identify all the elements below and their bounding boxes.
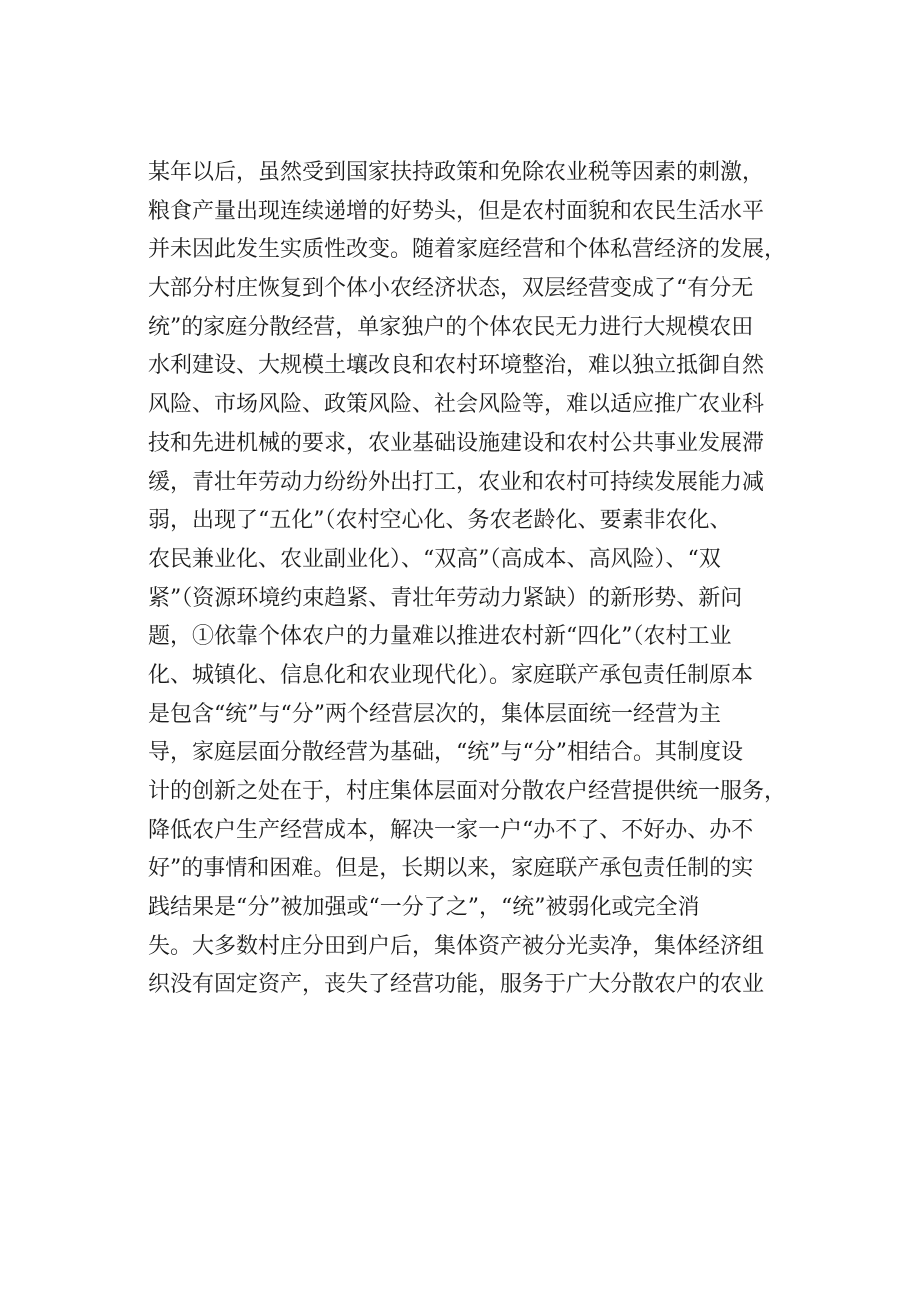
text-line: 织没有固定资产，丧失了经营功能，服务于广大分散农户的农业 — [148, 972, 765, 998]
text-line: 大部分村庄恢复到个体小农经济状态，双层经营变成了“有分无 — [148, 276, 754, 302]
text-line: 并未因此发生实质性改变。随着家庭经营和个体私营经济的发展， — [148, 237, 787, 263]
text-line: 粮食产量出现连续递增的好势头，但是农村面貌和农民生活水平 — [148, 198, 765, 224]
text-line: 失。大多数村庄分田到户后，集体资产被分光卖净，集体经济组 — [148, 933, 765, 959]
text-line: 紧”（资源环境约束趋紧、青壮年劳动力紧缺）的新形势、新问 — [148, 585, 743, 611]
text-line: 水利建设、大规模土壤改良和农村环境整治，难以独立抵御自然 — [148, 353, 765, 379]
text-line: 降低农户生产经营成本，解决一家一户“办不了、不好办、办不 — [148, 817, 754, 843]
text-line: 化、城镇化、信息化和农业现代化）。家庭联产承包责任制原本 — [148, 662, 754, 688]
text-line: 计的创新之处在于，村庄集体层面对分散农户经营提供统一服务， — [148, 779, 787, 804]
text-line: 统”的家庭分散经营，单家独户的个体农民无力进行大规模农田 — [148, 314, 754, 340]
text-line: 某年以后，虽然受到国家扶持政策和免除农业税等因素的刺激， — [148, 160, 765, 185]
body-paragraph — [148, 154, 808, 1005]
text-line: 农民兼业化、农业副业化）、“双高”（高成本、高风险）、“双 — [148, 546, 721, 572]
text-line: 缓，青壮年劳动力纷纷外出打工，农业和农村可持续发展能力减 — [148, 469, 765, 495]
text-line: 践结果是“分”被加强或“一分了之”，“统”被弱化或完全消 — [148, 895, 700, 921]
text-line: 好”的事情和困难。但是，长期以来，家庭联产承包责任制的实 — [148, 856, 754, 882]
text-line: 导，家庭层面分散经营为基础，“统”与“分”相结合。其制度设 — [148, 740, 743, 766]
text-line: 风险、市场风险、政策风险、社会风险等，难以适应推广农业科 — [148, 392, 765, 418]
text-line: 题，①依靠个体农户的力量难以推进农村新“四化”（农村工业 — [148, 624, 732, 650]
text-line: 技和先进机械的要求，农业基础设施建设和农村公共事业发展滞 — [148, 430, 765, 456]
text-line: 弱，出现了“五化”（农村空心化、务农老龄化、要素非农化、 — [148, 508, 732, 534]
text-line: 是包含“统”与“分”两个经营层次的，集体层面统一经营为主 — [148, 701, 721, 727]
